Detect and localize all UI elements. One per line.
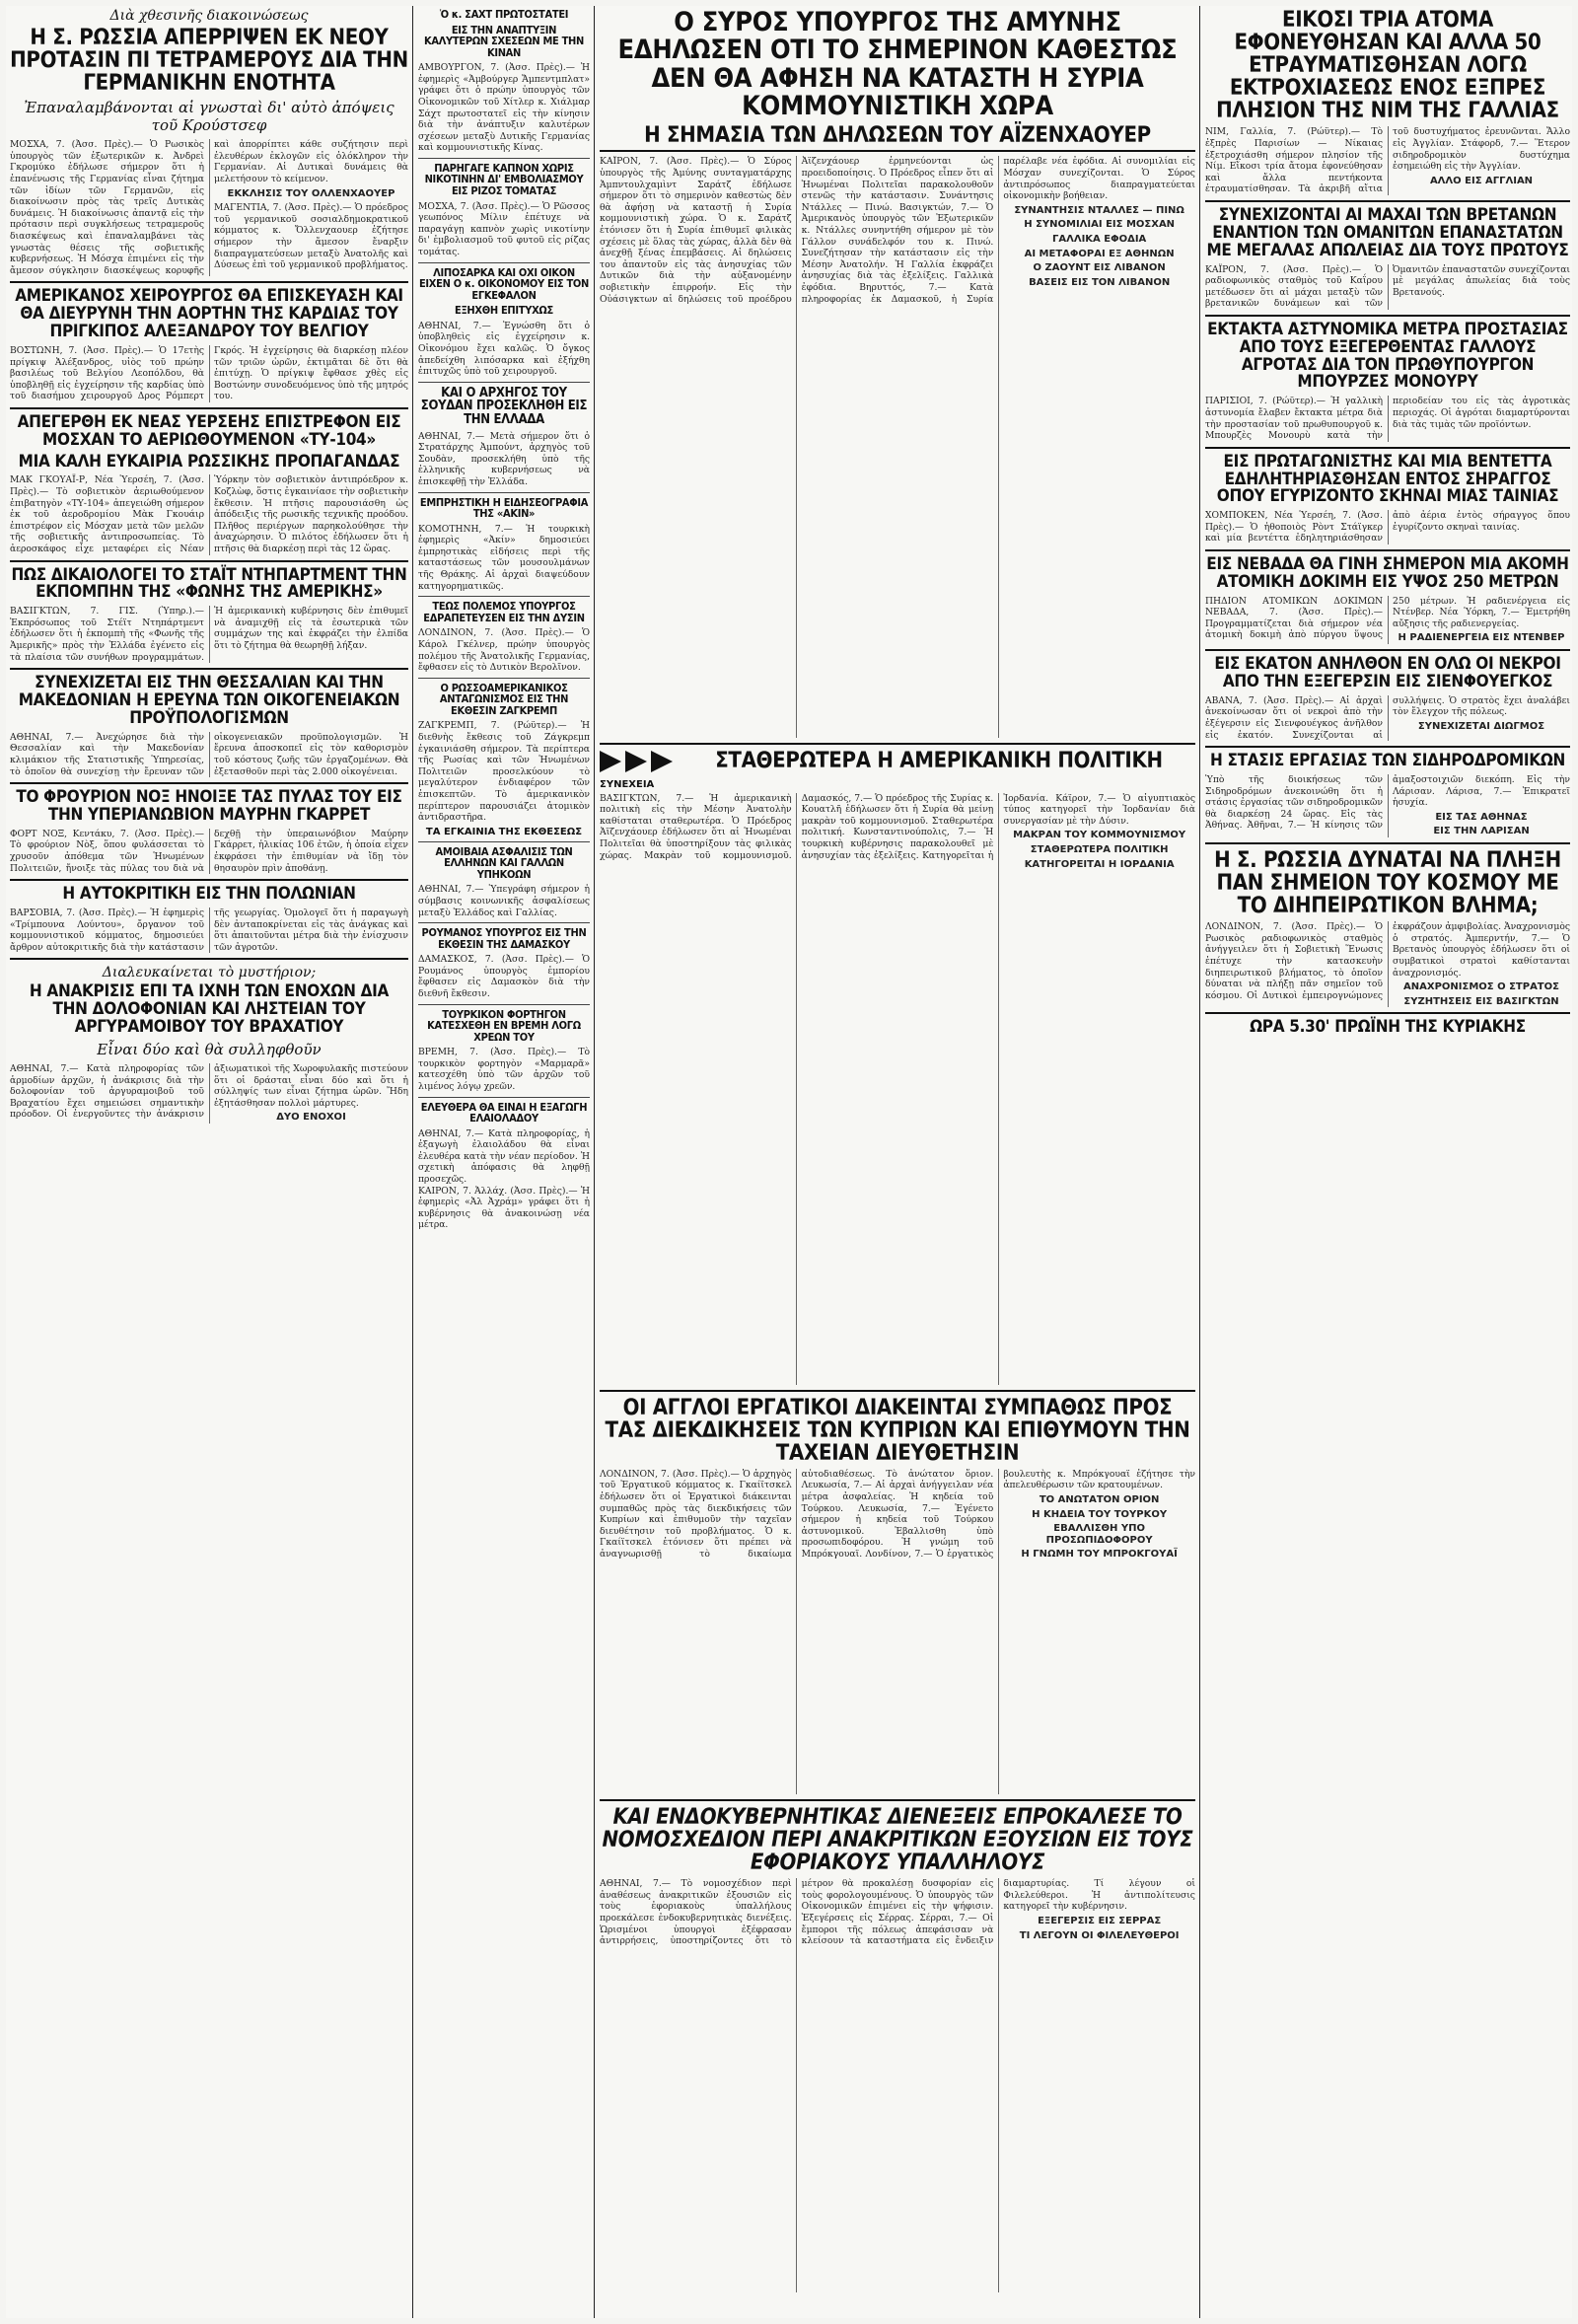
divider bbox=[1205, 746, 1570, 748]
column-1 bbox=[10, 6, 408, 2318]
headline: Η ΣΤΑΣΙΣ ΕΡΓΑΣΙΑΣ ΤΩΝ ΣΙΔΗΡΟΔΡΟΜΙΚΩΝ bbox=[1209, 751, 1566, 771]
article-body bbox=[10, 139, 408, 276]
article-body: ΑΘΗΝΑΙ, 7.— Μετὰ σήμερον ὅτι ὁ Στρατάρχης Ἀμπούντ, ἀρχηγὸς τοῦ Σουδὰν, προσεκλήθη ὑπὸ τῆς ἑλληνικῆς κυβερνήσεως νὰ ἐπισκεφθῇ τὴν Ἑλλάδα. bbox=[418, 430, 590, 487]
article-text: ΚΑΪΡΟΝ, 7. (Ἀσσ. Πρὲς).— Ὁ Σύρος ὑπουργὸς τῆς Ἀμύνης συνταγματάρχης Ἀμπντουλχαμὶντ Σαράτζ ἐδήλωσε σήμερον ὅτι τὸ σημερινὸν καθεστὼς δὲν θὰ ἀφήσῃ νὰ καταστῇ ἡ Συρία κομμουνιστικὴ χώρα. Ὁ κ. Σαράτζ ἐτόνισεν ὅτι ἡ Συρία ἐπιθυμεῖ φιλικὰς σχέσεις μὲ ὅλας τὰς χώρας, ἀλλὰ δὲν θὰ ἀνεχθῇ ξένας ἐπεμβάσεις. Αἱ δηλώσεις του ἀπαντοῦν εἰς τὰς ἀνησυχίας τῶν Δυτικῶν διὰ τὴν αὐξανομένην σοβιετικὴν ἐπιρροήν. Εἰς τὴν Οὐάσιγκτων αἱ δηλώσεις τοῦ προέδρου Ἀϊζενχάουερ ἑρμηνεύονται ὡς προειδοποίησις. Ὁ Πρόεδρος εἶπεν ὅτι αἱ Ἡνωμέναι Πολιτεῖαι παρακολουθοῦν στενῶς τὴν κατάστασιν. Συνάντησις Ντάλλες — Πινώ. Βασιγκτών, 7.— Ὁ Ἀμερικανὸς ὑπουργὸς τῶν Ἐξωτερικῶν κ. Ντάλλες συνηντήθη σήμερον μὲ τὸν Γάλλον συνάδελφόν του κ. Πινώ. Συνεζήτησαν τὴν κατάστασιν εἰς τὴν Μέσην Ἀνατολήν. Ἡ Γαλλία ἐκφράζει ἀνησυχίας διὰ τὰς ἐξελίξεις. Γαλλικὰ ἐφόδια. Βηρυττός, 7.— Κατὰ πληροφορίας ἐκ Δαμασκοῦ, ἡ Συρία παρέλαβε νέα ἐφόδια. Αἱ συνομιλίαι εἰς Μόσχαν συνεχίζονται. Ὁ Σύρος ἀντιπρόσωπος διαπραγματεύεται οἰκονομικὴν βοήθειαν. bbox=[600, 156, 1195, 305]
headline: ΣΥΝΕΧΙΖΟΝΤΑΙ ΑΙ ΜΑΧΑΙ ΤΩΝ ΒΡΕΤΑΝΩΝ ΕΝΑΝΤΙΟΝ ΤΩΝ ΟΜΑΝΙΤΩΝ ΕΠΑΝΑΣΤΑΤΩΝ ΜΕ ΜΕΓΑΛΑΣ ΑΠΩΛΕΙΑΣ ΔΙΑ ΤΟΥΣ ΠΡΩΤΟΥΣ bbox=[1206, 205, 1569, 260]
headline: ΕΙΣ ΕΚΑΤΟΝ ΑΝΗΛΘΟΝ ΕΝ ΟΛΩ ΟΙ ΝΕΚΡΟΙ ΑΠΟ ΤΗΝ ΕΞΕΓΕΡΣΙΝ ΕΙΣ ΣΙΕΝΦΟΥΕΓΚΟΣ bbox=[1214, 654, 1561, 691]
divider bbox=[418, 841, 590, 842]
article-body: ΒΟΣΤΩΝΗ, 7. (Ἀσσ. Πρὲς).— Ὁ 17ετὴς πρίγκιψ Ἀλέξανδρος, υἱὸς τοῦ πρώην βασιλέως τοῦ Βελγίου Λεοπόλδου, θὰ ὑποβληθῇ εἰς ἐγχείρησιν τῆς καρδίας ὑπὸ τοῦ διασήμου χειρουργοῦ Δρος Ρόμπερτ Γκρός. Ἡ ἐγχείρησις θὰ διαρκέσῃ πλέον τῶν τριῶν ὡρῶν, ἐκτιμᾶται δὲ ὅτι θὰ ἐπιτύχῃ. Ὁ πρίγκιψ ἔφθασε χθὲς εἰς Βοστώνην συνοδευόμενος ὑπὸ τῆς μητρός του. bbox=[10, 344, 408, 402]
section-subhead: ΕΞΕΓΕΡΣΙΣ ΕΙΣ ΣΕΡΡΑΣ bbox=[1038, 1915, 1162, 1926]
divider bbox=[1205, 1012, 1570, 1014]
article-body: ΒΑΣΙΓΚΤΩΝ, 7. ΓΙΣ. (Ὑπηρ.).— Ἐκπρόσωπος τοῦ Στέϊτ Ντηπάρτμεντ ἐδήλωσεν ὅτι ἡ ἐκπομπὴ τῆς «Φωνῆς τῆς Ἀμερικῆς» πρὸς τὴν Ἑλλάδα ἐγένετο εἰς τὰ πλαίσια τῶν συνήθων προγραμμάτων. Ἡ ἀμερικανικὴ κυβέρνησις δὲν ἐπιθυμεῖ νὰ ἀναμιχθῇ εἰς τὰ ἐσωτερικὰ τῶν συμμάχων της καὶ ἐκφράζει τὴν ἐλπίδα ὅτι τὸ ζήτημα θὰ θεωρηθῇ λήξαν. bbox=[10, 606, 408, 663]
headline: ΕΙΣ ΝΕΒΑΔΑ ΘΑ ΓΙΝΗ ΣΗΜΕΡΟΝ ΜΙΑ ΑΚΟΜΗ ΑΤΟΜΙΚΗ ΔΟΚΙΜΗ ΕΙΣ ΥΨΟΣ 250 ΜΕΤΡΩΝ bbox=[1206, 554, 1569, 592]
main-section bbox=[600, 6, 1195, 2318]
headline: Η ΑΝΑΚΡΙΣΙΣ ΕΠΙ ΤΑ ΙΧΝΗ ΤΩΝ ΕΝΟΧΩΝ ΔΙΑ ΤΗΝ ΔΟΛΟΦΟΝΙΑΝ ΚΑΙ ΛΗΣΤΕΙΑΝ ΤΟΥ ΑΡΓΥΡΑΜΟΙΒΟΥ ΤΟΥ ΒΡΑΧΑΤΙΟΥ bbox=[29, 981, 390, 1038]
divider bbox=[10, 560, 408, 562]
article-body bbox=[600, 793, 1195, 1385]
arrow-right-icon bbox=[600, 751, 621, 772]
divider bbox=[10, 879, 408, 881]
divider bbox=[600, 743, 1195, 745]
headline-row bbox=[600, 750, 1195, 772]
article-body bbox=[1205, 126, 1570, 195]
main-subheadline: Η ΣΗΜΑΣΙΑ ΤΩΝ ΔΗΛΩΣΕΩΝ ΤΟΥ ΑΪΖΕΝΧΑΟΥΕΡ bbox=[600, 124, 1195, 152]
newspaper-page bbox=[6, 6, 1572, 2318]
column-rule bbox=[1199, 6, 1200, 2318]
article-body bbox=[600, 156, 1195, 738]
divider bbox=[1205, 447, 1570, 449]
section-subhead: ΕΒΑΛΛΙΣΘΗ ΥΠΟ ΠΡΟΣΩΠΙΔΟΦΟΡΟΥ bbox=[1045, 1523, 1153, 1546]
article-body: ΠΑΡΙΣΙΟΙ, 7. (Ρώϋτερ).— Ἡ γαλλικὴ ἀστυνομία ἔλαβεν ἔκτακτα μέτρα διὰ τὴν προστασίαν τοῦ πρωθυπουργοῦ κ. Μπουρζὲς Μονουρὺ κατὰ τὴν περιοδείαν του εἰς τὰς ἀγροτικὰς περιοχάς. Οἱ ἀγρόται διαμαρτύρονται διὰ τὰς τιμὰς τῶν προϊόντων. bbox=[1205, 396, 1570, 442]
article-body: ΔΑΜΑΣΚΟΣ, 7. (Ἀσσ. Πρὲς).— Ὁ Ρουμάνος ὑπουργὸς ἐμπορίου ἔφθασεν εἰς Δαμασκὸν διὰ τὴν διεθνῆ ἔκθεσιν. bbox=[418, 954, 590, 999]
subheadline: ΜΙΑ ΚΑΛΗ ΕΥΚΑΙΡΙΑ ΡΩΣΣΙΚΗΣ ΠΡΟΠΑΓΑΝΔΑΣ bbox=[18, 451, 400, 472]
headline: ΑΜΕΡΙΚΑΝΟΣ ΧΕΙΡΟΥΡΓΟΣ ΘΑ ΕΠΙΣΚΕΥΑΣΗ ΚΑΙ ΘΑ ΔΙΕΥΡΥΝΗ ΤΗΝ ΑΟΡΤΗΝ ΤΗΣ ΚΑΡΔΙΑΣ ΤΟΥ ΠΡΙΓΚΙΠΟΣ ΑΛΕΞΑΝΔΡΟΥ ΤΟΥ ΒΕΛΓΙΟΥ bbox=[15, 286, 403, 342]
article-body: ΑΜΒΟΥΡΓΟΝ, 7. (Ἀσσ. Πρὲς).— Ἡ ἐφημερὶς «Ἀμβούργερ Ἄμπεντμπλατ» γράφει ὅτι ὁ πρώην ὑπουργὸς τῶν Οἰκονομικῶν τοῦ Χίτλερ κ. Χιάλμαρ Σάχτ πρωτοστατεῖ εἰς τὴν κίνησιν διὰ τὴν ἀνάπτυξιν καλυτέρων σχέσεων μεταξὺ Δυτικῆς Γερμανίας καὶ κομμουνιστικῆς Κίνας. bbox=[418, 62, 590, 154]
section-subhead: ΣΥΝΕΧΙΖΕΤΑΙ ΔΙΩΓΜΟΣ bbox=[1417, 720, 1545, 732]
section-subhead: Η ΣΥΝΟΜΙΛΙΑΙ ΕΙΣ ΜΟΣΧΑΝ bbox=[1024, 219, 1176, 231]
article-text: Ὑπὸ τῆς διοικήσεως τῶν Σιδηροδρόμων ἀνεκοινώθη ὅτι ἡ στάσις ἐργασίας τῶν σιδηροδρομικῶν θὰ διαρκέσῃ 24 ὥρας. Εἰς τὰς Ἀθήνας. Ἀθῆναι, 7.— Ἡ κίνησις τῶν ἀμαξοστοιχιῶν διεκόπη. Εἰς τὴν Λάρισαν. Λάρισα, 7.— Ἐπικρατεῖ ἡσυχία. bbox=[1205, 773, 1570, 832]
article-text: ΑΘΗΝΑΙ, 7.— Κατὰ πληροφορίας τῶν ἁρμοδίων ἀρχῶν, ἡ ἀνάκρισις διὰ τὴν δολοφονίαν τοῦ ἀργυραμοιβοῦ τοῦ Βραχατίου ἔχει σημειώσει σημαντικὴν πρόοδον. Οἱ ἐνεργοῦντες τὴν ἀνάκρισιν ἀξιωματικοὶ τῆς Χωροφυλακῆς πιστεύουν ὅτι οἱ δράσται εἶναι δύο καὶ ὅτι ἡ σύλληψίς των εἶναι ζήτημα ὡρῶν. Ἤδη ἐξητάσθησαν πολλοὶ μάρτυρες. bbox=[10, 1062, 408, 1121]
article-text: ΠΗΔΙΟΝ ΑΤΟΜΙΚΩΝ ΔΟΚΙΜΩΝ ΝΕΒΑΔΑ, 7. (Ἀσσ. Πρὲς).— Προγραμματίζεται διὰ σήμερον νέα ἀτομικὴ δοκιμὴ ἀπὸ πύργου ὕψους 250 μέτρων. Ἡ ραδιενέργεια εἰς Ντένβερ. Νέα Ὑόρκη, 7.— Ἐμετρήθη αὔξησις τῆς ραδιενεργείας. bbox=[1205, 595, 1570, 641]
section-subhead: ΣΥΝΑΝΤΗΣΙΣ ΝΤΑΛΛΕΣ — ΠΙΝΩ bbox=[1014, 204, 1184, 216]
headline: Η Σ. ΡΩΣΣΙΑ ΔΥΝΑΤΑΙ ΝΑ ΠΛΗΞΗ ΠΑΝ ΣΗΜΕΙΟΝ ΤΟΥ ΚΟΣΜΟΥ ΜΕ ΤΟ ΔΙΗΠΕΙΡΩΤΙΚΟΝ ΒΛΗΜΑ; bbox=[1214, 847, 1561, 919]
arrow-right-icon bbox=[651, 751, 673, 772]
article-body: ΒΑΡΣΟΒΙΑ, 7. (Ἀσσ. Πρὲς).— Ἡ ἐφημερὶς «Τρίμπουνα Λούντου», ὄργανον τοῦ κομμουνιστικοῦ κόμματος, δημοσιεύει ἄρθρον αὐτοκριτικῆς διὰ τὴν κατάστασιν τῆς γεωργίας. Ὁμολογεῖ ὅτι ἡ παραγωγὴ δὲν ἀνταποκρίνεται εἰς τὰς ἀνάγκας καὶ ὅτι ἀπαιτοῦνται μέτρα διὰ τὴν ἐνίσχυσιν τῶν ἀγροτῶν. bbox=[10, 908, 408, 953]
article-body: ΑΘΗΝΑΙ, 7.— Κατὰ πληροφορίας, ἡ ἐξαγωγὴ ἐλαιολάδου θὰ εἶναι ἐλευθέρα κατὰ τὴν νέαν περίοδον. Ἡ σχετικὴ ἀπόφασις θὰ ληφθῇ προσεχῶς. bbox=[418, 1127, 590, 1186]
section-subhead: ΤΙ ΛΕΓΟΥΝ ΟΙ ΦΙΛΕΛΕΥΘΕΡΟΙ bbox=[1019, 1929, 1180, 1941]
subheadline: Εἶναι δύο καὶ θὰ συλληφθοῦν bbox=[97, 1040, 322, 1058]
section-subhead: Η ΡΑΔΙΕΝΕΡΓΕΙΑ ΕΙΣ ΝΤΕΝΒΕΡ bbox=[1398, 632, 1565, 644]
article-text: ΛΟΝΔΙΝΟΝ, 7. (Ἀσσ. Πρὲς).— Ὁ Ρωσικὸς ραδιοφωνικὸς σταθμὸς ἀνήγγειλεν ὅτι ἡ Σοβιετικὴ Ἕνωσις ἐπέτυχε τὴν κατασκευὴν διηπειρωτικοῦ βλήματος, τὸ ὁποῖον δύναται νὰ πλήξῃ πᾶν σημεῖον τοῦ κόσμου. Οἱ Δυτικοὶ ἐμπειρογνώμονες ἐκφράζουν ἀμφιβολίας. Ἀναχρονισμὸς ὁ στρατός. Ἀμπερντήν, 7.— Ὁ Βρετανὸς ὑπουργὸς ἐδήλωσεν ὅτι οἱ συμβατικοὶ στρατοὶ καθίστανται ἀναχρονισμός. bbox=[1205, 921, 1570, 1001]
section-subhead: ΑΝΑΧΡΟΝΙΣΜΟΣ Ο ΣΤΡΑΤΟΣ bbox=[1403, 981, 1559, 993]
subheadline: ΕΞΗΧΘΗ ΕΠΙΤΥΧΩΣ bbox=[454, 304, 553, 318]
headline: ΕΙΣ ΠΡΩΤΑΓΩΝΙΣΤΗΣ ΚΑΙ ΜΙΑ ΒΕΝΤΕΤΤΑ ΕΔΗΛΗΤΗΡΙΑΣΘΗΣΑΝ ΕΝΤΟΣ ΣΗΡΑΓΓΟΣ ΟΠΟΥ ΕΓΥΡΙΖΟΝΤΟ ΣΚΗΝΑΙ ΜΙΑΣ ΤΑΙΝΙΑΣ bbox=[1216, 451, 1559, 507]
kicker: Ὁ κ. ΣΑΧΤ ΠΡΩΤΟΣΤΑΤΕΙ bbox=[439, 8, 569, 21]
article-body: ΜΟΣΧΑ, 7. (Ἀσσ. Πρὲς).— Ὁ Ρῶσσος γεωπόνος Μίλιν ἐπέτυχε νὰ παραγάγῃ καπνὸν χωρὶς νικοτίνην δι' ἐμβολιασμοῦ τοῦ φυτοῦ εἰς ρίζας τομάτας. bbox=[418, 200, 590, 257]
article-body: ΖΑΓΚΡΕΜΠ, 7. (Ρώϋτερ).— Ἡ διεθνὴς ἔκθεσις τοῦ Ζάγκρεμπ ἐγκαινιάσθη σήμερον. Τὰ περίπτερα τῆς Ρωσίας καὶ τῶν Ἡνωμένων Πολιτειῶν προσελκύουν τὸ μεγαλύτερον ἐνδιαφέρον τῶν ἐπισκεπτῶν. Τὸ ἀμερικανικὸν περίπτερον παρουσιάζει ἀτομικὸν ἀντιδραστῆρα. bbox=[418, 720, 590, 824]
divider bbox=[418, 922, 590, 923]
divider bbox=[418, 158, 590, 159]
headline: ΠΩΣ ΔΙΚΑΙΟΛΟΓΕΙ ΤΟ ΣΤΑΪΤ ΝΤΗΠΑΡΤΜΕΝΤ ΤΗΝ ΕΚΠΟΜΠΗΝ ΤΗΣ «ΦΩΝΗΣ ΤΗΣ ΑΜΕΡΙΚΗΣ» bbox=[11, 564, 407, 603]
section-subhead: ΔΥΟ ΕΝΟΧΟΙ bbox=[276, 1112, 346, 1124]
section-subhead: ΕΙΣ ΤΗΝ ΛΑΡΙΣΑΝ bbox=[1433, 826, 1530, 837]
section-subhead: ΤΑ ΕΓΚΑΙΝΙΑ ΤΗΣ ΕΚΘΕΣΕΩΣ bbox=[425, 826, 583, 837]
headline: ΕΚΤΑΚΤΑ ΑΣΤΥΝΟΜΙΚΑ ΜΕΤΡΑ ΠΡΟΣΤΑΣΙΑΣ ΑΠΟ ΤΟΥΣ ΕΞΕΓΕΡΘΕΝΤΑΣ ΓΑΛΛΟΥΣ ΑΓΡΟΤΑΣ ΔΙΑ ΤΟΝ ΠΡΩΘΥΠΟΥΡΓΟΝ ΜΠΟΥΡΖΕΣ ΜΟΝΟΥΡΥ bbox=[1207, 319, 1568, 393]
divider bbox=[1205, 315, 1570, 317]
subheadline: Ἐπαναλαμβάνονται αἱ γνωσταὶ δι' αὐτὸ ἀπόψεις τοῦ Κρούστσεφ bbox=[24, 99, 394, 135]
section-subhead: ΑΙ ΜΕΤΑΦΟΡΑΙ ΕΞ ΑΘΗΝΩΝ bbox=[1024, 248, 1175, 259]
section-subhead: ΚΑΤΗΓΟΡΕΙΤΑΙ Η ΙΟΡΔΑΝΙΑ bbox=[1024, 858, 1175, 870]
divider bbox=[418, 492, 590, 493]
section-subhead: ΒΑΣΕΙΣ ΕΙΣ ΤΟΝ ΛΙΒΑΝΟΝ bbox=[1029, 276, 1171, 288]
divider bbox=[10, 782, 408, 784]
section-subhead: ΜΑΚΡΑΝ ΤΟΥ ΚΟΜΜΟΥΝΙΣΜΟΥ bbox=[1013, 830, 1186, 841]
headline: ΚΑΙ Ο ΑΡΧΗΓΟΣ ΤΟΥ ΣΟΥΔΑΝ ΠΡΟΣΕΚΛΗΘΗ ΕΙΣ ΤΗΝ ΕΛΛΑΔΑ bbox=[420, 385, 588, 427]
headline: ΚΑΙ ΕΝΔΟΚΥΒΕΡΝΗΤΙΚΑΣ ΔΙΕΝΕΞΕΙΣ ΕΠΡΟΚΑΛΕΣΕ ΤΟ ΝΟΜΟΣΧΕΔΙΟΝ ΠΕΡΙ ΑΝΑΚΡΙΤΙΚΩΝ ΕΞΟΥΣΙΩΝ ΕΙΣ ΤΟΥΣ ΕΦΟΡΙΑΚΟΥΣ ΥΠΑΛΛΗΛΟΥΣ bbox=[602, 1804, 1193, 1876]
headline: ΤΟ ΦΡΟΥΡΙΟΝ ΝΟΞ ΗΝΟΙΞΕ ΤΑΣ ΠΥΛΑΣ ΤΟΥ ΕΙΣ ΤΗΝ ΥΠΕΡΙΑΝΩΒΙΟΝ ΜΑΥΡΗΝ ΓΚΑΡΡΕΤ bbox=[16, 787, 402, 825]
section-subhead: ΕΚΚΛΗΣΙΣ ΤΟΥ ΟΛΛΕΝΧΑΟΥΕΡ bbox=[227, 187, 395, 199]
column-rule bbox=[412, 6, 413, 2318]
article-text: ΛΟΝΔΙΝΟΝ, 7. (Ἀσσ. Πρὲς).— Ὁ ἀρχηγὸς τοῦ Ἐργατικοῦ κόμματος κ. Γκαίϊτσκελ ἐδήλωσεν ὅτι οἱ Ἐργατικοὶ διάκεινται συμπαθῶς πρὸς τὰς διεκδικήσεις τῶν Κυπρίων καὶ ἐπιθυμοῦν τὴν ταχεῖαν διευθέτησιν τοῦ προβλήματος. Ὁ κ. Γκαίϊτσκελ ἐτόνισεν ὅτι πρέπει νὰ ἀναγνωρισθῇ τὸ δικαίωμα αὐτοδιαθέσεως. Τὸ ἀνώτατον ὅριον. Λευκωσία, 7.— Αἱ ἀρχαὶ ἀνήγγειλαν νέα μέτρα ἀσφαλείας. Ἡ κηδεία τοῦ Τούρκου. Λευκωσία, 7.— Ἐγένετο σήμερον ἡ κηδεία τοῦ Τούρκου ἀστυνομικοῦ. Ἐβαλλισθη ὑπὸ προσωπιδοφόρου. Ἡ γνώμη τοῦ Μπρόκγουαϊ. Λονδίνον, 7.— Ὁ ἐργατικὸς βουλευτὴς κ. Μπρόκγουαϊ ἐζήτησε τὴν ἀπελευθέρωσιν τῶν κρατουμένων. bbox=[600, 1468, 1195, 1560]
article-body bbox=[1205, 774, 1570, 837]
section-subhead: Η ΓΝΩΜΗ ΤΟΥ ΜΠΡΟΚΓΟΥΑΪ bbox=[1021, 1549, 1178, 1561]
article-text: ΑΘΗΝΑΙ, 7.— Τὸ νομοσχέδιον περὶ ἀναθέσεως ἀνακριτικῶν ἐξουσιῶν εἰς τοὺς ἐφοριακοὺς ὑπαλλήλους προεκάλεσε ἐνδοκυβερνητικὰς διενέξεις. Ὡρισμένοι ὑπουργοὶ ἐξέφρασαν ἀντιρρήσεις, ὑποστηρίζοντες ὅτι τὸ μέτρον θὰ προκαλέσῃ δυσφορίαν εἰς τοὺς φορολογουμένους. Ὁ ὑπουργὸς τῶν Οἰκονομικῶν ἐπιμένει εἰς τὴν ψήφισιν. Ἐξεγέρσεις εἰς Σέρρας. Σέρραι, 7.— Οἱ ἔμποροι τῆς πόλεως ἀπεφάσισαν νὰ κλείσουν τὰ καταστήματα εἰς ἔνδειξιν διαμαρτυρίας. Τί λέγουν οἱ Φιλελεύθεροι. Ἡ ἀντιπολίτευσις κατηγορεῖ τὴν κυβέρνησιν. bbox=[600, 1878, 1195, 1947]
article-text: ΒΑΣΙΓΚΤΩΝ, 7.— Ἡ ἀμερικανικὴ πολιτικὴ εἰς τὴν Μέσην Ἀνατολὴν καθίσταται σταθερωτέρα. Ὁ Πρόεδρος Ἀϊζενχάουερ ἐδήλωσεν ὅτι αἱ Ἡνωμέναι Πολιτεῖαι θὰ ὑποστηρίξουν τὰς φιλικὰς χώρας. Μακρὰν τοῦ κομμουνισμοῦ. Δαμασκός, 7.— Ὁ πρόεδρος τῆς Συρίας κ. Κουατλῆ ἐδήλωσεν ὅτι ἡ Συρία θὰ μείνῃ μακρὰν τοῦ κομμουνισμοῦ. Σταθερωτέρα πολιτική. Κωνσταντινούπολις, 7.— Ἡ τουρκικὴ κυβέρνησις παρακολουθεῖ μὲ ἀνησυχίαν τὰς ἐξελίξεις. Κατηγορεῖται ἡ Ἰορδανία. Κάϊρον, 7.— Ὁ αἰγυπτιακὸς τύπος κατηγορεῖ τὴν Ἰορδανίαν διὰ συνεργασίαν μὲ τὴν Δύσιν. bbox=[600, 792, 1195, 861]
arrow-icons bbox=[600, 751, 673, 772]
divider bbox=[418, 382, 590, 383]
article-body: ΛΟΝΔΙΝΟΝ, 7. (Ἀσσ. Πρὲς).— Ὁ Κάρολ Γκέλνερ, πρώην ὑπουργὸς πολέμου τῆς Ἀνατολικῆς Γερμανίας, ἔφθασεν εἰς τὸ Δυτικὸν Βερολῖνον. bbox=[418, 627, 590, 674]
section-subhead: ΕΙΣ ΤΑΣ ΑΘΗΝΑΣ bbox=[1435, 811, 1528, 823]
article-body: ΒΡΕΜΗ, 7. (Ἀσσ. Πρὲς).— Τὸ τουρκικὸν φορτηγὸν «Μαρμαρᾶ» κατεσχέθη ὑπὸ τῶν ἀρχῶν τοῦ λιμένος λόγῳ χρεῶν. bbox=[418, 1047, 590, 1093]
section-subhead: ΣΥΖΗΤΗΣΕΙΣ ΕΙΣ ΒΑΣΙΓΚΤΩΝ bbox=[1403, 995, 1559, 1007]
article-body bbox=[600, 1469, 1195, 1794]
article-text: ΑΒΑΝΑ, 7. (Ἀσσ. Πρὲς).— Αἱ ἀρχαὶ ἀνεκοίνωσαν ὅτι οἱ νεκροὶ ἀπὸ τὴν ἐξέγερσιν εἰς Σιενφουέγκος ἀνῆλθον εἰς ἑκατόν. Συνεχίζονται αἱ συλλήψεις. Ὁ στρατὸς ἔχει ἀναλάβει τὸν ἔλεγχον τῆς πόλεως. bbox=[1205, 694, 1570, 741]
headline: ΣΤΑΘΕΡΩΤΕΡΑ Η ΑΜΕΡΙΚΑΝΙΚΗ ΠΟΛΙΤΙΚΗ bbox=[715, 749, 1163, 774]
divider bbox=[10, 668, 408, 670]
divider bbox=[10, 407, 408, 409]
article-body: ΑΘΗΝΑΙ, 7.— Ἐγνώσθη ὅτι ὁ ὑποβληθεὶς εἰς ἐγχείρησιν κ. Οἰκονόμου ἔχει καλῶς. Ὁ ὄγκος ἀπεδείχθη λιπόσαρκα καὶ ἐξήχθη ἐπιτυχῶς ὑπὸ τοῦ χειρουργοῦ. bbox=[418, 320, 590, 378]
column-4 bbox=[1205, 6, 1570, 2318]
headline: Ο ΡΩΣΣΟΑΜΕΡΙΚΑΝΙΚΟΣ ΑΝΤΑΓΩΝΙΣΜΟΣ ΕΙΣ ΤΗΝ ΕΚΘΕΣΙΝ ΖΑΓΚΡΕΜΠ bbox=[439, 681, 569, 717]
column-rule bbox=[594, 6, 595, 2318]
kicker: Διαλευκαίνεται τὸ μυστήριον; bbox=[102, 965, 317, 981]
headline: ΕΙΣ ΤΗΝ ΑΝΑΠΤΥΞΙΝ ΚΑΛΥΤΕΡΩΝ ΣΧΕΣΕΩΝ ΜΕ ΤΗΝ ΚΙΝΑΝ bbox=[423, 23, 585, 59]
headline: ΕΛΕΥΘΕΡΑ ΘΑ ΕΙΝΑΙ Η ΕΞΑΓΩΓΗ ΕΛΑΙΟΛΑΔΟΥ bbox=[420, 1100, 588, 1126]
article-body bbox=[10, 1063, 408, 1124]
headline: ΤΟΥΡΚΙΚΟΝ ΦΟΡΤΗΓΟΝ ΚΑΤΕΣΧΕΘΗ ΕΝ ΒΡΕΜΗ ΛΟΓΩ ΧΡΕΩΝ ΤΟΥ bbox=[427, 1007, 581, 1044]
section-subhead: Η ΚΗΔΕΙΑ ΤΟΥ ΤΟΥΡΚΟΥ bbox=[1032, 1508, 1168, 1520]
divider bbox=[418, 262, 590, 263]
section-subhead: Ο ΖΑΟΥΝΤ ΕΙΣ ΛΙΒΑΝΟΝ bbox=[1033, 262, 1166, 274]
article-text: ΜΑΓΕΝΤΙΑ, 7. (Ἀσσ. Πρὲς).— Ὁ πρόεδρος τοῦ γερμανικοῦ σοσιαλδημοκρατικοῦ κόμματος κ. Ὄλλενχαουερ ἐζήτησε σήμερον τὴν ἄμεσον ἔναρξιν διαπραγματεύσεων μεταξὺ Ἀνατολῆς καὶ Δύσεως ἐπὶ τοῦ γερμανικοῦ προβλήματος. bbox=[214, 202, 408, 271]
section-subhead: ΓΑΛΛΙΚΑ ΕΦΟΔΙΑ bbox=[1051, 234, 1147, 246]
headline: ΣΥΝΕΧΙΖΕΤΑΙ ΕΙΣ ΤΗΝ ΘΕΣΣΑΛΙΑΝ ΚΑΙ ΤΗΝ ΜΑΚΕΔΟΝΙΑΝ Η ΕΡΕΥΝΑ ΤΩΝ ΟΙΚΟΓΕΝΕΙΑΚΩΝ ΠΡΟΫΠΟΛΟΓΙΣΜΩΝ bbox=[18, 673, 400, 728]
divider bbox=[1205, 200, 1570, 202]
kicker: Διὰ χθεσινῆς διακοινώσεως bbox=[109, 8, 309, 24]
headline: Η ΑΥΤΟΚΡΙΤΙΚΗ ΕΙΣ ΤΗΝ ΠΟΛΩΝΙΑΝ bbox=[62, 884, 356, 905]
divider bbox=[418, 596, 590, 597]
article-body: ΦΟΡΤ ΝΟΞ, Κεντάκυ, 7. (Ἀσσ. Πρὲς).— Τὸ φρούριον Νὸξ, ὅπου φυλάσσεται τὸ χρυσοῦν ἀπόθεμα τῶν Ἡνωμένων Πολιτειῶν, ἤνοιξε τὰς πύλας του διὰ νὰ δεχθῇ τὴν ὑπεραιωνόβιον Μαύρην Γκάρρετ, ἡλικίας 106 ἐτῶν, ἡ ὁποία εἶχεν ἐκφράσει τὴν ἐπιθυμίαν νὰ ἴδῃ τὸν θησαυρὸν πρὶν ἀποθάνῃ. bbox=[10, 828, 408, 874]
divider bbox=[10, 958, 408, 960]
article-body bbox=[1205, 695, 1570, 741]
headline: Η Σ. ΡΩΣΣΙΑ ΑΠΕΡΡΙΨΕΝ ΕΚ ΝΕΟΥ ΠΡΟΤΑΣΙΝ ΠΙ ΤΕΤΡΑΜΕΡΟΥΣ ΔΙΑ ΤΗΝ ΓΕΡΜΑΝΙΚΗΝ ΕΝΟΤΗΤΑ bbox=[10, 26, 408, 97]
divider bbox=[418, 1097, 590, 1098]
section-subhead: ΑΛΛΟ ΕΙΣ ΑΓΓΛΙΑΝ bbox=[1429, 175, 1534, 186]
article-body: ΚΟΜΟΤΗΝΗ, 7.— Ἡ τουρκικὴ ἐφημερὶς «Ἀκίν» δημοσιεύει ἐμπρηστικὰς εἰδήσεις περὶ τῆς καταστάσεως τῶν μουσουλμάνων τῆς Θράκης. Αἱ ἀρχαὶ διαψεύδουν κατηγορηματικῶς. bbox=[418, 523, 590, 592]
column-2 bbox=[418, 6, 590, 2318]
article-body: ΑΘΗΝΑΙ, 7.— Ἀνεχώρησε διὰ τὴν Θεσσαλίαν καὶ τὴν Μακεδονίαν κλιμάκιον τῆς Στατιστικῆς Ὑπηρεσίας, τὸ ὁποῖον θὰ συνεχίσῃ τὴν ἔρευναν τῶν οἰκογενειακῶν προϋπολογισμῶν. Ἡ ἔρευνα ἀποσκοπεῖ εἰς τὸν καθορισμὸν τοῦ κόστους ζωῆς τῶν ἐργαζομένων. Θὰ ἐξετασθοῦν περὶ τὰς 2.000 οἰκογένειαι. bbox=[10, 731, 408, 777]
article-body: ΧΟΜΠΟΚΕΝ, Νέα Ὑερσέη, 7. (Ἀσσ. Πρὲς).— Ὁ ἠθοποιὸς Ρὸντ Στάϊγκερ καὶ μία βεντέττα ἐδηλητηριάσθησαν ἀπὸ ἀέρια ἐντὸς σήραγγος ὅπου ἐγυρίζοντο σκηναὶ ταινίας. bbox=[1205, 510, 1570, 545]
headline: ΠΑΡΗΓΑΓΕ ΚΑΠΝΟΝ ΧΩΡΙΣ ΝΙΚΟΤΙΝΗΝ ΔΙ' ΕΜΒΟΛΙΑΣΜΟΥ ΕΙΣ ΡΙΖΟΣ ΤΟΜΑΤΑΣ bbox=[424, 161, 584, 198]
divider bbox=[1205, 842, 1570, 844]
divider bbox=[10, 281, 408, 283]
article-body bbox=[1205, 921, 1570, 1007]
article-body: ΚΑΙΡΟΝ, 7. Ἀλλάχ. (Ἀσσ. Πρὲς).— Ἡ ἐφημερὶς «Ἀλ Ἀχράμ» γράφει ὅτι ἡ κυβέρνησις θὰ ἀνακοινώσῃ νέα μέτρα. bbox=[418, 1185, 590, 1231]
headline: ΑΠΕΓΕΡΘΗ ΕΚ ΝΕΑΣ ΥΕΡΣΕΗΣ ΕΠΙΣΤΡΕΦΟΝ ΕΙΣ ΜΟΣΧΑΝ ΤΟ ΑΕΡΙΩΘΟΥΜΕΝΟΝ «ΤΥ-104» bbox=[17, 411, 401, 450]
divider bbox=[600, 1390, 1195, 1392]
divider bbox=[600, 1799, 1195, 1801]
article-text: ΜΟΣΧΑ, 7. (Ἀσσ. Πρὲς).— Ὁ Ρωσικὸς ὑπουργὸς τῶν ἐξωτερικῶν κ. Ἀνδρεὶ Γκρομύκο ἐδήλωσε σήμερον ὅτι ἡ ἐπανένωσις τῆς Γερμανίας εἶναι ζήτημα τῶν ἰδίων τῶν Γερμανῶν, εἰς διακοίνωσιν πρὸς τὰς τρεῖς Δυτικὰς δυνάμεις. Ἡ διακοίνωσις ἀπαντᾷ εἰς τὴν πρότασιν περὶ συγκλήσεως τετραμεροῦς διασκέψεως καὶ ἐπαναλαμβάνει τὰς γνωστὰς θέσεις τῆς σοβιετικῆς κυβερνήσεως. Ἡ Μόσχα ἐπιμένει εἰς τὴν ἄμεσον σύγκλησιν διασκέψεως κορυφῆς καὶ ἀπορρίπτει κάθε συζήτησιν περὶ ἐλευθέρων ἐκλογῶν εἰς ὁλόκληρον τὴν Γερμανίαν. Αἱ Δυτικαὶ δυνάμεις θὰ μελετήσουν τὸ κείμενον. bbox=[10, 139, 408, 276]
headline: ΩΡΑ 5.30' ΠΡΩΪΝΗ ΤΗΣ ΚΥΡΙΑΚΗΣ bbox=[1250, 1017, 1526, 1038]
article-body: ΜΑΚ ΓΚΟΥΑΪ-Ρ, Νέα Ὑερσέη, 7. (Ἀσσ. Πρὲς).— Τὸ σοβιετικὸν ἀεριωθούμενον ἐπιβατηγὸν «ΤΥ-104» ἀπεγειώθη σήμερον ἐκ τοῦ ἀεροδρομίου Μὰκ Γκουάιρ ἐπιστρέφον εἰς Μόσχαν μετὰ τῶν μελῶν τῆς σοβιετικῆς ἀντιπροσωπείας. Τὸ ἀεροσκάφος εἶχε μεταφέρει εἰς Νέαν Ὑόρκην τὸν σοβιετικὸν ἀντιπρόεδρον κ. Κοζλὼφ, ὅστις ἐγκαινίασε τὴν σοβιετικὴν ἔκθεσιν. Ἡ πτῆσις παρουσιάσθη ὡς ἀπόδειξις τῆς ρωσικῆς τεχνικῆς προόδου. Πλῆθος περιέργων παρηκολούθησε τὴν ἀναχώρησιν. Ὁ πιλότος ἐδήλωσεν ὅτι ἡ πτῆσις θὰ διαρκέσῃ περὶ τὰς 12 ὥρας. bbox=[10, 474, 408, 554]
headline: ΛΙΠΟΣΑΡΚΑ ΚΑΙ ΟΧΙ ΟΙΚΟΝ ΕΙΧΕΝ Ο κ. ΟΙΚΟΝΟΜΟΥ ΕΙΣ ΤΟΝ ΕΓΚΕΦΑΛΟΝ bbox=[418, 265, 590, 302]
article-body: ΑΘΗΝΑΙ, 7.— Ὑπεγράφη σήμερον ἡ σύμβασις κοινωνικῆς ἀσφαλίσεως μεταξὺ Ἑλλάδος καὶ Γαλλίας. bbox=[418, 884, 590, 918]
article-body bbox=[600, 1878, 1195, 2292]
article-text: ΝΙΜ, Γαλλία, 7. (Ρώϋτερ).— Τὸ ἐξπρὲς Παρισίων — Νίκαιας ἐξετροχιάσθη σήμερον πλησίον τῆς Νίμ. Εἴκοσι τρία ἄτομα ἐφονεύθησαν καὶ ἄλλα πεντήκοντα ἐτραυματίσθησαν. Τὰ ἀκριβῆ αἴτια τοῦ δυστυχήματος ἐρευνῶνται. Ἄλλο εἰς Ἀγγλίαν. Στάφορδ, 7.— Ἕτερον σιδηροδρομικὸν δυστύχημα ἐσημειώθη εἰς τὴν Ἀγγλίαν. bbox=[1205, 126, 1570, 195]
section-subhead: ΣΤΑΘΕΡΩΤΕΡΑ ΠΟΛΙΤΙΚΗ bbox=[1030, 843, 1169, 855]
arrow-right-icon bbox=[625, 751, 647, 772]
kicker: ΣΥΝΕΧΕΙΑ bbox=[600, 778, 655, 790]
divider bbox=[418, 1004, 590, 1005]
section-subhead: ΤΟ ΑΝΩΤΑΤΟΝ ΟΡΙΟΝ bbox=[1039, 1494, 1160, 1506]
divider bbox=[1205, 649, 1570, 651]
headline: ΕΙΚΟΣΙ ΤΡΙΑ ΑΤΟΜΑ ΕΦΟΝΕΥΘΗΣΑΝ ΚΑΙ ΑΛΛΑ 50 ΕΤΡΑΥΜΑΤΙΣΘΗΣΑΝ ΛΟΓΩ ΕΚΤΡΟΧΙΑΣΕΩΣ ΕΝΟΣ ΕΞΠΡΕΣ ΠΛΗΣΙΟΝ ΤΗΣ ΝΙΜ ΤΗΣ ΓΑΛΛΙΑΣ bbox=[1216, 8, 1559, 124]
headline: ΕΜΠΡΗΣΤΙΚΗ Η ΕΙΔΗΣΕΟΓΡΑΦΙΑ ΤΗΣ «ΑΚΙΝ» bbox=[419, 495, 589, 521]
article-body bbox=[1205, 596, 1570, 644]
headline: ΤΕΩΣ ΠΟΛΕΜΟΣ ΥΠΟΥΡΓΟΣ ΕΔΡΑΠΕΤΕΥΣΕΝ ΕΙΣ ΤΗΝ ΔΥΣΙΝ bbox=[423, 600, 585, 624]
headline: ΑΜΟΙΒΑΙΑ ΑΣΦΑΛΙΣΙΣ ΤΩΝ ΕΛΛΗΝΩΝ ΚΑΙ ΓΑΛΛΩΝ ΥΠΗΚΟΩΝ bbox=[435, 844, 573, 881]
main-headline: Ο ΣΥΡΟΣ ΥΠΟΥΡΓΟΣ ΤΗΣ ΑΜΥΝΗΣ ΕΔΗΛΩΣΕΝ ΟΤΙ ΤΟ ΣΗΜΕΡΙΝΟΝ ΚΑΘΕΣΤΩΣ ΔΕΝ ΘΑ ΑΦΗΣΗ ΝΑ ΚΑΤΑΣΤΗ Η ΣΥΡΙΑ ΚΟΜΜΟΥΝΙΣΤΙΚΗ ΧΩΡΑ bbox=[617, 7, 1178, 122]
headline: ΡΟΥΜΑΝΟΣ ΥΠΟΥΡΓΟΣ ΕΙΣ ΤΗΝ ΕΚΘΕΣΙΝ ΤΗΣ ΔΑΜΑΣΚΟΥ bbox=[421, 926, 587, 951]
article-body: ΚΑΪΡΟΝ, 7. (Ἀσσ. Πρὲς).— Ὁ ραδιοφωνικὸς σταθμὸς τοῦ Καΐρου μετέδωσεν ὅτι αἱ μάχαι μεταξὺ τῶν βρετανικῶν δυνάμεων καὶ τῶν Ὀμανιτῶν ἐπαναστατῶν συνεχίζονται μὲ μεγάλας ἀπωλείας διὰ τοὺς Βρετανούς. bbox=[1205, 263, 1570, 310]
headline: ΟΙ ΑΓΓΛΟΙ ΕΡΓΑΤΙΚΟΙ ΔΙΑΚΕΙΝΤΑΙ ΣΥΜΠΑΘΩΣ ΠΡΟΣ ΤΑΣ ΔΙΕΚΔΙΚΗΣΕΙΣ ΤΩΝ ΚΥΠΡΙΩΝ ΚΑΙ ΕΠΙΘΥΜΟΥΝ ΤΗΝ ΤΑΧΕΙΑΝ ΔΙΕΥΘΕΤΗΣΙΝ bbox=[605, 1395, 1190, 1466]
divider bbox=[418, 678, 590, 679]
divider bbox=[1205, 549, 1570, 551]
